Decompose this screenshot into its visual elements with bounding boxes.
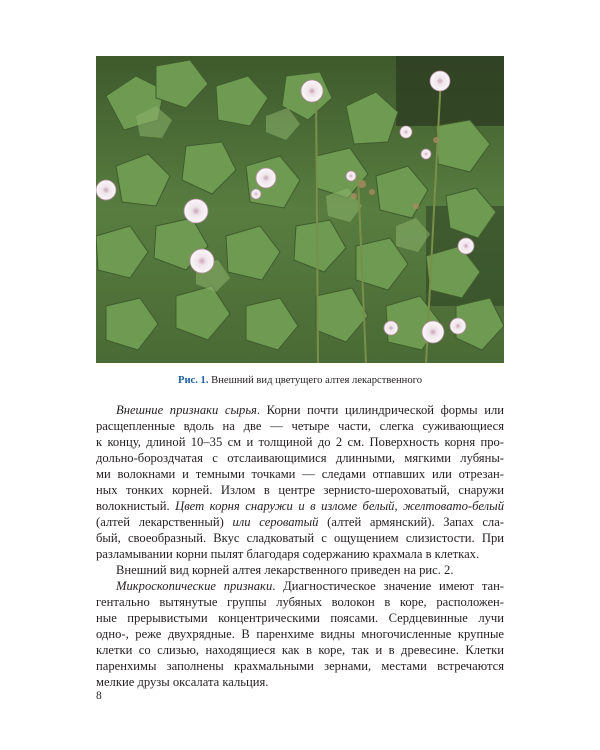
italic-run: Микроскопические признаки (116, 579, 273, 593)
text-line (96, 562, 504, 578)
text-run: ми волокнами и темными точками — следами отпавших или отрезан- (96, 467, 504, 481)
text-run: ные прерывистыми концентрическими поясами. Сердцевинные лучи (96, 611, 504, 625)
figure-photo (96, 56, 504, 363)
figure-caption (96, 374, 504, 388)
text-run: одно-, реже двухрядные. В паренхиме видны многочисленные крупные (96, 627, 504, 641)
text-run: . Диагностическое значение имеют тан- (272, 579, 504, 593)
text-line (96, 466, 504, 482)
text-line (96, 658, 504, 674)
text-line (96, 674, 504, 690)
figure-caption-text: Внешний вид цветущего алтея лекарственного (208, 375, 423, 386)
text-line (96, 514, 504, 530)
text-line (96, 546, 504, 562)
text-run: Внешний вид корней алтея лекарственного приведен на рис. 2. (116, 563, 454, 577)
text-line (96, 450, 504, 466)
text-run: бый, своеобразный. Вкус сладковатый с ощущением слизистости. При (96, 531, 504, 545)
text-run: волокнистый. (96, 499, 176, 513)
italic-run: Внешние признаки сырья (116, 403, 257, 417)
italic-run: Цвет корня снаружи и в изломе белый, желтовато-белый (175, 499, 505, 513)
page-number: 8 (96, 690, 102, 702)
text-line (96, 402, 504, 418)
text-line (96, 610, 504, 626)
italic-run: или сероватый (232, 515, 319, 529)
text-run: (алтей лекарственный) (96, 515, 233, 529)
text-run: ных тонких корней. Излом в центре зернисто-шероховатый, снаружи (96, 483, 504, 497)
text-line (96, 578, 504, 594)
text-run: к концу, длиной 10–35 см и толщиной до 2 см. Поверхность корня про- (96, 435, 504, 449)
text-run: (алтей армянский). Запах сла- (318, 515, 504, 529)
text-line (96, 642, 504, 658)
text-run: паренхимы заполнены крахмальными зернами, местами встречаются (96, 659, 504, 673)
text-line (96, 434, 504, 450)
text-line (96, 626, 504, 642)
text-run: разламывании корни пылят благодаря содержанию крахмала в клетках. (96, 547, 480, 561)
text-run: клетки со слизью, находящиеся как в коре, так и в древесине. Клетки (96, 643, 504, 657)
body-text (96, 402, 504, 690)
text-line (96, 530, 504, 546)
text-line (96, 594, 504, 610)
text-line (96, 482, 504, 498)
text-run: . Корни почти цилиндрической формы или (256, 403, 504, 417)
figure-label: Рис. 1. (177, 375, 209, 386)
text-run: дольно-бороздчатая с отслаивающимися длинными, мягкими лубяны- (96, 451, 504, 465)
text-line (96, 418, 504, 434)
marshmallow-plant-image (96, 56, 504, 363)
text-run: расщепленные вдоль на две — четыре части, слегка суживающиеся (96, 419, 504, 433)
text-run: гентально вытянутые группы лубяных волокон в коре, расположен- (96, 595, 504, 609)
text-line (96, 498, 504, 514)
text-run: мелкие друзы оксалата кальция. (96, 675, 269, 689)
